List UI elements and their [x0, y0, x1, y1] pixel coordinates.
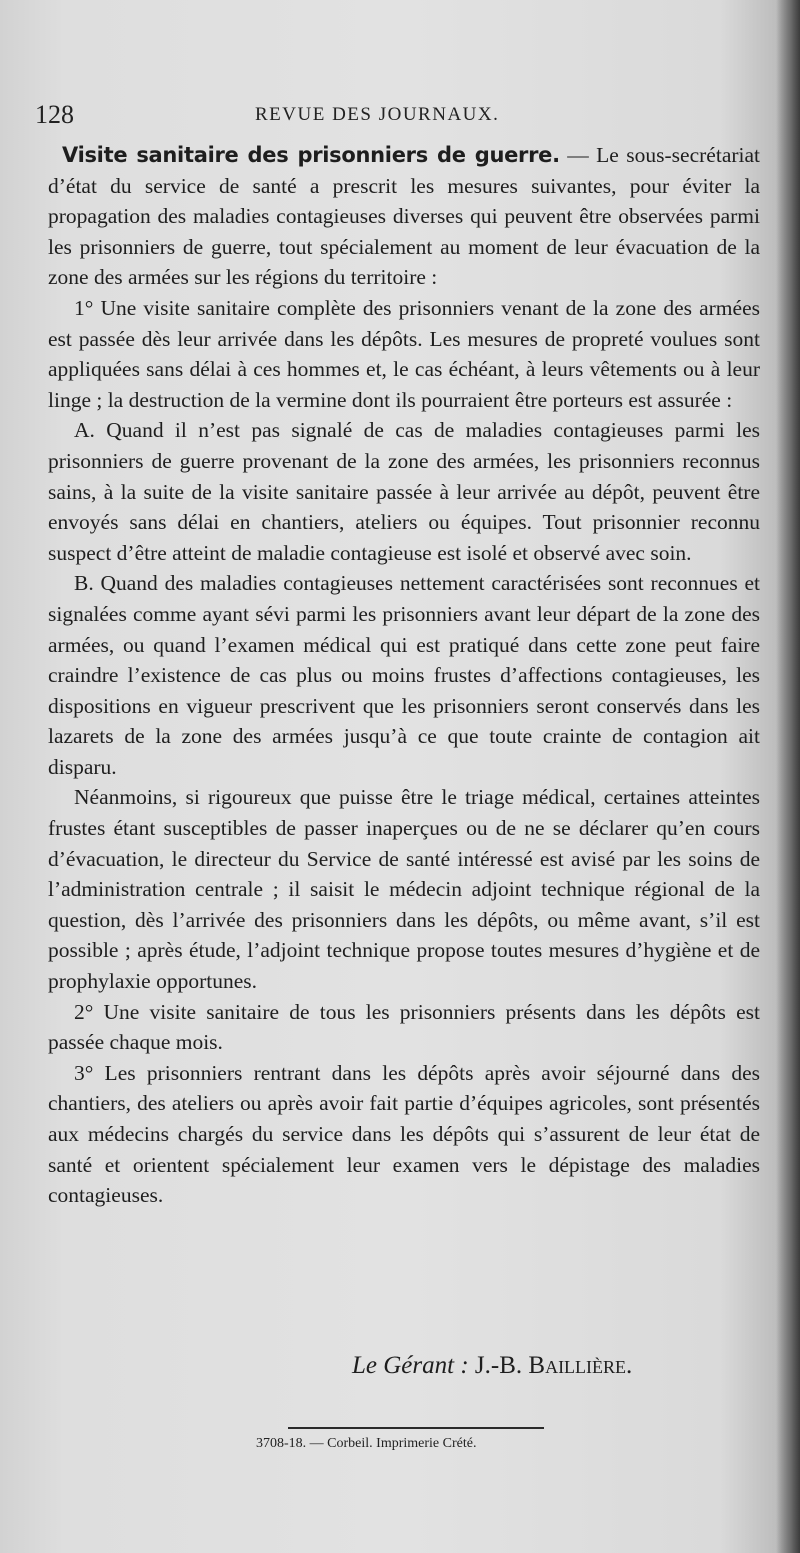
page-spine-shadow [776, 0, 800, 1553]
article-paragraph: 2° Une visite sanitaire de tous les prisonniers présents dans les dépôts est passée chaque mois. [48, 999, 760, 1055]
running-head: REVUE DES JOURNAUX. [255, 104, 500, 125]
signature-label: Le Gérant : [352, 1352, 469, 1379]
article-title: Visite sanitaire des prisonniers de guerre. [62, 143, 560, 167]
article-body [48, 140, 760, 1211]
page-number: 128 [35, 100, 74, 129]
article-paragraph: A. Quand il n’est pas signalé de cas de maladies contagieuses parmi les prisonniers de guerre provenant de la zone des armées, les prisonniers reconnus sains, à la suite de la visite sanitaire passée à leur arrivée au dépôt, peuvent être envoyés sans délai en chantiers, ateliers ou équipes. Tout prisonnier reconnu suspect d’être atteint de maladie contagieuse est isolé et observé avec soin. [48, 418, 760, 565]
page-header [35, 100, 595, 134]
article-intro-paragraph [48, 140, 760, 293]
article-paragraph: 1° Une visite sanitaire complète des prisonniers venant de la zone des armées est passée dès leur arrivée dans les dépôts. Les mesures de propreté voulues sont appliquées sans délai à ces hommes et, le cas échéant, à leurs vêtements ou à leur linge ; la destruction de la vermine dont ils pourraient être porteurs est assurée : [48, 295, 760, 412]
signature [352, 1352, 632, 1380]
article-paragraph: 3° Les prisonniers rentrant dans les dépôts après avoir séjourné dans des chantiers, des ateliers ou après avoir fait partie d’équipes agricoles, sont présentés aux médecins chargés du service dans les dépôts qui s’assurent de leur état de santé et orientent spécialement leur examen vers le dépistage des maladies contagieuses. [48, 1060, 760, 1208]
article-intro: — Le sous-secrétariat d’état du service de santé a prescrit les mesures suivantes, pour éviter la propagation des maladies contagieuses diverses qui peuvent être observées parmi les prisonniers de guerre, tout spécialement au moment de leur évacuation de la zone des armées sur les régions du territoire : [48, 143, 761, 290]
footer-rule [288, 1427, 544, 1429]
article-paragraph: Néanmoins, si rigoureux que puisse être le triage médical, certaines atteintes frustes étant susceptibles de passer inaperçues ou de ne se déclarer qu’en cours d’évacuation, le directeur du Service de santé intéressé est avisé par les soins de l’administration centrale ; il saisit le médecin adjoint technique régional de la question, dès l’arrivée des prisonniers dans les dépôts, ou même avant, s’il est possible ; après étude, l’adjoint technique propose toutes mesures d’hygiène et de prophylaxie opportunes. [48, 785, 760, 994]
article-paragraph: B. Quand des maladies contagieuses nettement caractérisées sont reconnues et signalées comme ayant sévi parmi les prisonniers avant leur départ de la zone des armées, ou quand l’examen médical qui est pratiqué dans cette zone peut faire craindre l’existence de cas plus ou moins frustes d’affections contagieuses, les dispositions en vigueur prescrivent que les prisonniers seront conservés dans les lazarets de la zone des armées jusqu’à ce que toute crainte de contagion ait disparu. [48, 571, 760, 779]
signature-name: Baillière. [528, 1352, 633, 1379]
signature-initials: J.-B. [474, 1352, 523, 1379]
printer-imprint: 3708-18. — Corbeil. Imprimerie Crété. [256, 1436, 477, 1451]
